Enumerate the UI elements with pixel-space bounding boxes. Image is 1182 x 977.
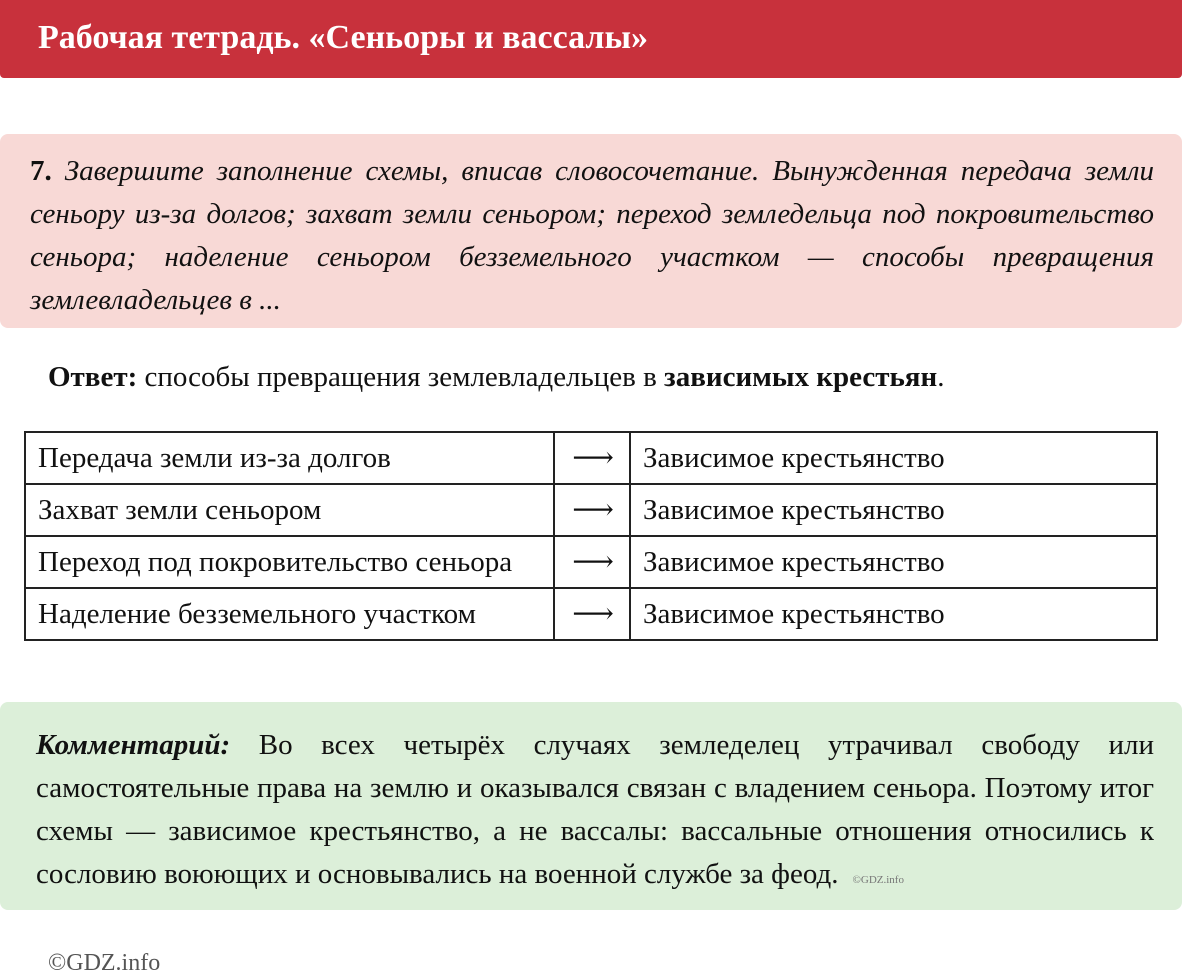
result-cell: Зависимое крестьянство xyxy=(630,536,1157,588)
result-cell: Зависимое крестьянство xyxy=(630,588,1157,640)
arrow-icon: ⟶ xyxy=(554,484,630,536)
answer-bold: зависимых крестьян xyxy=(664,361,938,393)
comment-watermark: ©GDZ.info xyxy=(852,874,904,886)
cause-cell: Захват земли сеньором xyxy=(25,484,554,536)
comment-text xyxy=(36,724,1154,902)
arrow-icon: ⟶ xyxy=(554,536,630,588)
task-instructions: Завершите заполнение схемы, вписав словосочетание. Вынужденная передача земли сеньору из-за долгов; захват земли сеньором; переход земледельца под покровительство сеньора; наделение сеньором безземельного участком — способы превращения землевладельцев в ... xyxy=(30,155,1154,316)
comment-body: Во всех четырёх случаях земледелец утрачивал свободу или самостоятельные права на землю и оказывался связан с владением сеньора. Поэтому итог схемы — зависимое крестьянство, а не вассалы: вассальные отношения относились к сословию воюющих и основывались на военной службе за феод. xyxy=(36,729,1154,890)
header-bar xyxy=(0,0,1182,78)
scheme-table xyxy=(24,431,1158,641)
footer-watermark: ©GDZ.info xyxy=(48,950,161,976)
table-row xyxy=(25,484,1157,536)
cause-cell: Наделение безземельного участком xyxy=(25,588,554,640)
arrow-icon: ⟶ xyxy=(554,432,630,484)
answer-line xyxy=(48,358,1148,396)
comment-block xyxy=(0,702,1182,910)
task-text xyxy=(30,150,1154,322)
cause-cell: Передача земли из-за долгов xyxy=(25,432,554,484)
table-row xyxy=(25,588,1157,640)
answer-text: способы превращения землевладельцев в xyxy=(137,361,665,393)
table-row xyxy=(25,536,1157,588)
task-block xyxy=(0,134,1182,328)
comment-label: Комментарий: xyxy=(36,729,231,761)
table-row xyxy=(25,432,1157,484)
result-cell: Зависимое крестьянство xyxy=(630,432,1157,484)
cause-cell: Переход под покровительство сеньора xyxy=(25,536,554,588)
answer-label: Ответ: xyxy=(48,361,138,393)
task-number: 7. xyxy=(30,155,52,187)
arrow-icon: ⟶ xyxy=(554,588,630,640)
page-title: Рабочая тетрадь. «Сеньоры и вассалы» xyxy=(38,19,649,56)
result-cell: Зависимое крестьянство xyxy=(630,484,1157,536)
answer-end: . xyxy=(937,361,945,393)
